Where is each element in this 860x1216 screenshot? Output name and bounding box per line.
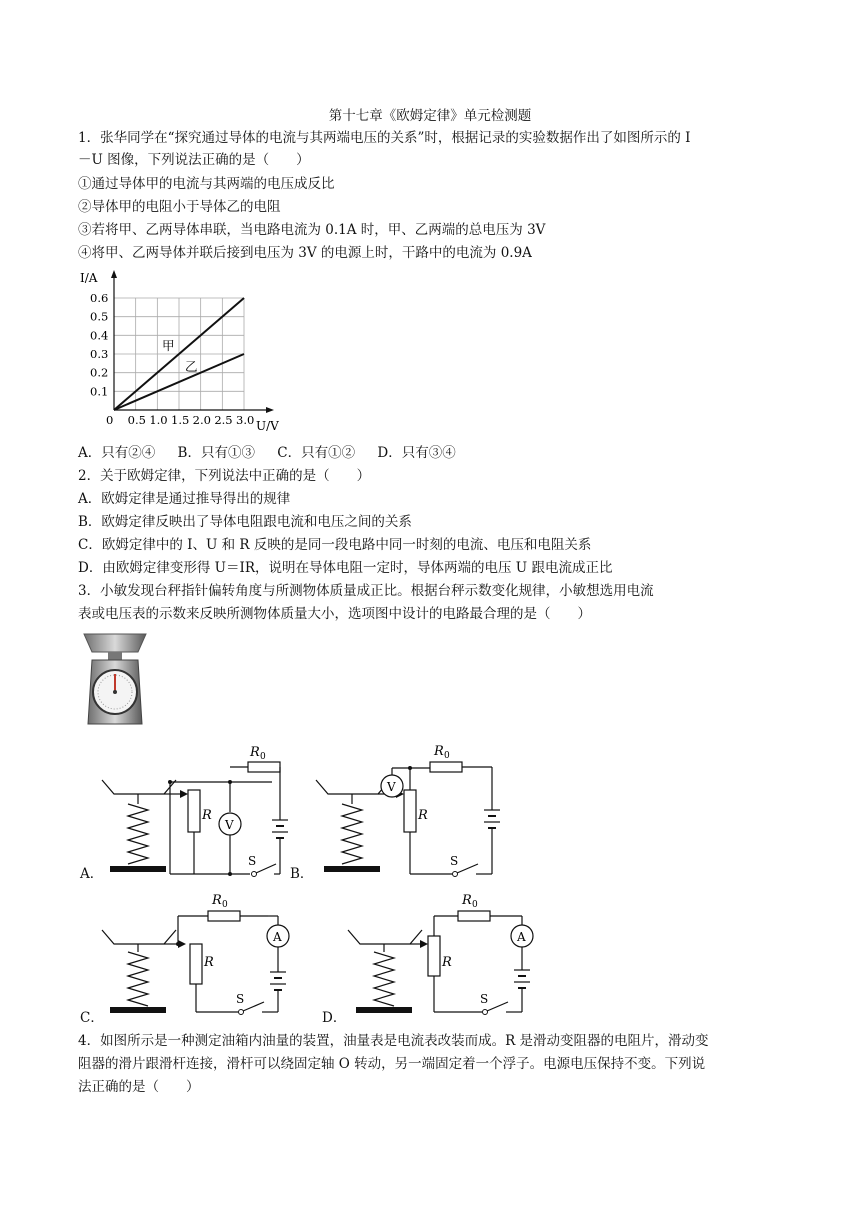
q1-option-c[interactable]: C．只有①② — [277, 445, 356, 461]
chart-y-tick-label: 0.4 — [90, 328, 109, 343]
svg-text:R: R — [442, 955, 452, 970]
chart-series-label-2: 乙 — [185, 359, 198, 374]
svg-text:A: A — [273, 930, 282, 944]
svg-text:0: 0 — [444, 751, 450, 761]
svg-text:V: V — [225, 818, 234, 832]
circuit-option-b — [312, 742, 517, 878]
q3-option-a-label[interactable]: A． — [80, 866, 104, 882]
q2-option-b[interactable]: B．欧姆定律反映出了导体电阻跟电流和电压之间的关系 — [78, 514, 412, 530]
q3-option-d-label[interactable]: D． — [322, 1010, 347, 1026]
q3-stem-line1: 3．小敏发现台秤指针偏转角度与所测物体质量成正比。根据台秤示数变化规律，小敏想选用电流 — [78, 583, 654, 599]
svg-text:R: R — [434, 744, 444, 759]
q1-stem-line1: 1．张华同学在“探究通过导体的电流与其两端电压的关系”时，根据记录的实验数据作出了如图所示的 I — [78, 130, 691, 146]
page-title: 第十七章《欧姆定律》单元检测题 — [328, 108, 532, 124]
chart-x-tick-label: 3.0 — [236, 413, 255, 427]
chart-x-tick-label: 0 — [106, 413, 114, 427]
chart-y-tick-label: 0.2 — [90, 365, 109, 380]
chart-x-axis-label: U/V — [256, 419, 279, 433]
q4-stem-line1: 4．如图所示是一种测定油箱内油量的装置，油量表是电流表改装而成。R 是滑动变阻器的电阻片，滑动变 — [78, 1033, 709, 1049]
q1-statement-2: ②导体甲的电阻小于导体乙的电阻 — [78, 199, 281, 215]
q1-statement-4: ④将甲、乙两导体并联后接到电压为 3V 的电源上时，干路中的电流为 0.9A — [78, 245, 532, 261]
q1-options — [78, 442, 474, 464]
q1-statement-1: ①通过导体甲的电流与其两端的电压成反比 — [78, 176, 335, 192]
chart-x-tick-label: 1.5 — [171, 413, 190, 427]
chart-y-tick-label: 0.6 — [90, 291, 109, 305]
circuit-option-c — [98, 886, 303, 1018]
svg-text:S: S — [450, 854, 459, 868]
svg-text:0: 0 — [472, 900, 478, 910]
chart-x-tick-label: 2.5 — [214, 413, 233, 427]
svg-text:R: R — [204, 955, 214, 970]
svg-text:0: 0 — [260, 752, 266, 762]
q3-stem-line2: 表或电压表的示数来反映所测物体质量大小，选项图中设计的电路最合理的是（ ） — [78, 606, 591, 622]
q3-option-b-label[interactable]: B． — [290, 866, 314, 882]
svg-text:R: R — [418, 808, 428, 823]
chart-y-axis-arrow — [111, 270, 117, 278]
svg-text:S: S — [248, 854, 257, 868]
q4-stem-line2: 阻器的滑片跟滑杆连接，滑杆可以绕固定轴 O 转动，另一端固定着一个浮子。电源电压保持不变。下列说 — [78, 1056, 706, 1072]
circuit-option-d — [344, 886, 549, 1018]
q2-stem: 2．关于欧姆定律，下列说法中正确的是（ ） — [78, 468, 371, 484]
svg-text:S: S — [236, 992, 245, 1006]
chart-x-tick-label: 2.0 — [192, 413, 211, 427]
svg-text:A: A — [517, 930, 526, 944]
q1-option-d[interactable]: D．只有③④ — [377, 445, 456, 461]
kitchen-scale-image — [80, 628, 150, 728]
q4-stem-line3: 法正确的是（ ） — [78, 1079, 200, 1095]
q2-option-d[interactable]: D．由欧姆定律变形得 U＝IR，说明在导体电阻一定时，导体两端的电压 U 跟电流成正比 — [78, 560, 613, 576]
chart-y-axis-label: I/A — [80, 271, 98, 285]
q1-option-a[interactable]: A．只有②④ — [78, 445, 156, 461]
chart-x-tick-label: 1.0 — [149, 413, 168, 427]
q2-option-c[interactable]: C．欧姆定律中的 I、U 和 R 反映的是同一段电路中同一时刻的电流、电压和电阻关系 — [78, 537, 592, 553]
q1-stem-line2: －U 图像，下列说法正确的是（ ） — [78, 152, 310, 168]
chart-x-axis-arrow — [266, 407, 274, 413]
q1-option-b[interactable]: B．只有①③ — [177, 445, 255, 461]
svg-text:R: R — [212, 893, 222, 908]
svg-text:R: R — [250, 745, 260, 760]
q1-statement-3: ③若将甲、乙两导体串联，当电路电流为 0.1A 时，甲、乙两端的总电压为 3V — [78, 222, 546, 238]
chart-y-tick-label: 0.1 — [90, 384, 109, 399]
chart-x-tick-label: 0.5 — [127, 413, 146, 427]
circuit-option-a — [98, 742, 303, 878]
q3-option-c-label[interactable]: C． — [80, 1010, 104, 1026]
chart-y-tick-label: 0.3 — [90, 347, 109, 361]
iu-chart — [78, 268, 288, 440]
chart-series-label-1: 甲 — [162, 338, 175, 353]
q2-option-a[interactable]: A．欧姆定律是通过推导得出的规律 — [78, 491, 291, 507]
svg-text:R: R — [462, 893, 472, 908]
svg-text:R: R — [202, 808, 212, 823]
svg-text:S: S — [480, 992, 489, 1006]
svg-text:0: 0 — [222, 900, 228, 910]
svg-text:V: V — [387, 780, 396, 794]
chart-y-tick-label: 0.5 — [90, 309, 109, 324]
